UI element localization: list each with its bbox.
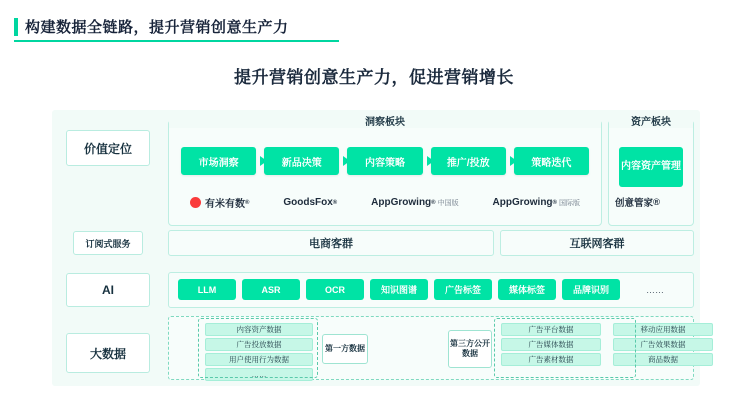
insight-panel (168, 117, 602, 226)
row-label-ai: AI (66, 273, 150, 307)
data-pill: …… (205, 368, 313, 381)
ai-band (168, 272, 694, 308)
data-pill: 广告媒体数据 (501, 338, 601, 351)
brand-logo-circle-icon (190, 197, 201, 208)
data-pill: 商品数据 (613, 353, 713, 366)
ai-chip-ad-tags[interactable]: 广告标签 (434, 279, 492, 300)
ai-chip-ocr[interactable]: OCR (306, 279, 364, 300)
main-title: 提升营销创意生产力，促进营销增长 (234, 68, 514, 87)
insight-chip-promotion[interactable]: 推广/投放 (431, 147, 506, 175)
data-pill: 用户使用行为数据 (205, 353, 313, 366)
insight-chip-market[interactable]: 市场洞察 (181, 147, 256, 175)
ai-chip-row (175, 279, 687, 300)
data-pill: 广告素材数据 (501, 353, 601, 366)
third-party-dashed-group (494, 318, 636, 378)
insight-chip-row (177, 147, 593, 175)
ai-chip-brand-recognition[interactable]: 品牌识别 (562, 279, 620, 300)
data-pill: 移动应用数据 (613, 323, 713, 336)
asset-panel (608, 117, 694, 226)
brand-goodsfox: GoodsFox ® (283, 197, 338, 208)
data-pill: 内容资产数据 (205, 323, 313, 336)
brand-youmiyoushu: 有米有数 ® (190, 195, 249, 210)
first-party-data-label: 第一方数据 (322, 334, 368, 364)
insight-brand-row (173, 195, 597, 210)
ai-chip-asr[interactable]: ASR (242, 279, 300, 300)
row-label-value-positioning: 价值定位 (66, 130, 150, 166)
brand-appgrowing-intl: AppGrowing ® 国际版 (492, 197, 580, 208)
ai-chip-llm[interactable]: LLM (178, 279, 236, 300)
row-label-subscription-service: 订阅式服务 (73, 231, 143, 255)
third-party-data-label: 第三方公开数据 (448, 330, 492, 368)
insight-chip-iteration[interactable]: 策略迭代 (514, 147, 589, 175)
customer-group-ecommerce: 电商客群 (168, 230, 494, 256)
header-underline (14, 40, 339, 42)
asset-chip-content-management[interactable]: 内容资产管理 (619, 147, 683, 187)
ai-chip-knowledge-graph[interactable]: 知识图谱 (370, 279, 428, 300)
data-pill: 广告效果数据 (613, 338, 713, 351)
header-accent-bar (14, 18, 18, 36)
ai-chip-media-tags[interactable]: 媒体标签 (498, 279, 556, 300)
insight-chip-newproduct[interactable]: 新品决策 (264, 147, 339, 175)
ai-chip-more: …… (646, 284, 664, 295)
data-pill: 广告投放数据 (205, 338, 313, 351)
insight-panel-title: 洞察板块 (169, 113, 601, 128)
brand-appgrowing-cn: AppGrowing ® 中国版 (371, 197, 459, 208)
brand-chuangyiguanjia: 创意管家 ® (615, 196, 661, 209)
header-bar (14, 16, 289, 37)
page-title: 构建数据全链路，提升营销创意生产力 (25, 19, 289, 36)
asset-panel-title: 资产板块 (609, 113, 693, 128)
row-label-big-data: 大数据 (66, 333, 150, 373)
insight-chip-content[interactable]: 内容策略 (347, 147, 422, 175)
data-pill: 广告平台数据 (501, 323, 601, 336)
first-party-dashed-group (198, 318, 318, 378)
customer-group-internet: 互联网客群 (500, 230, 694, 256)
